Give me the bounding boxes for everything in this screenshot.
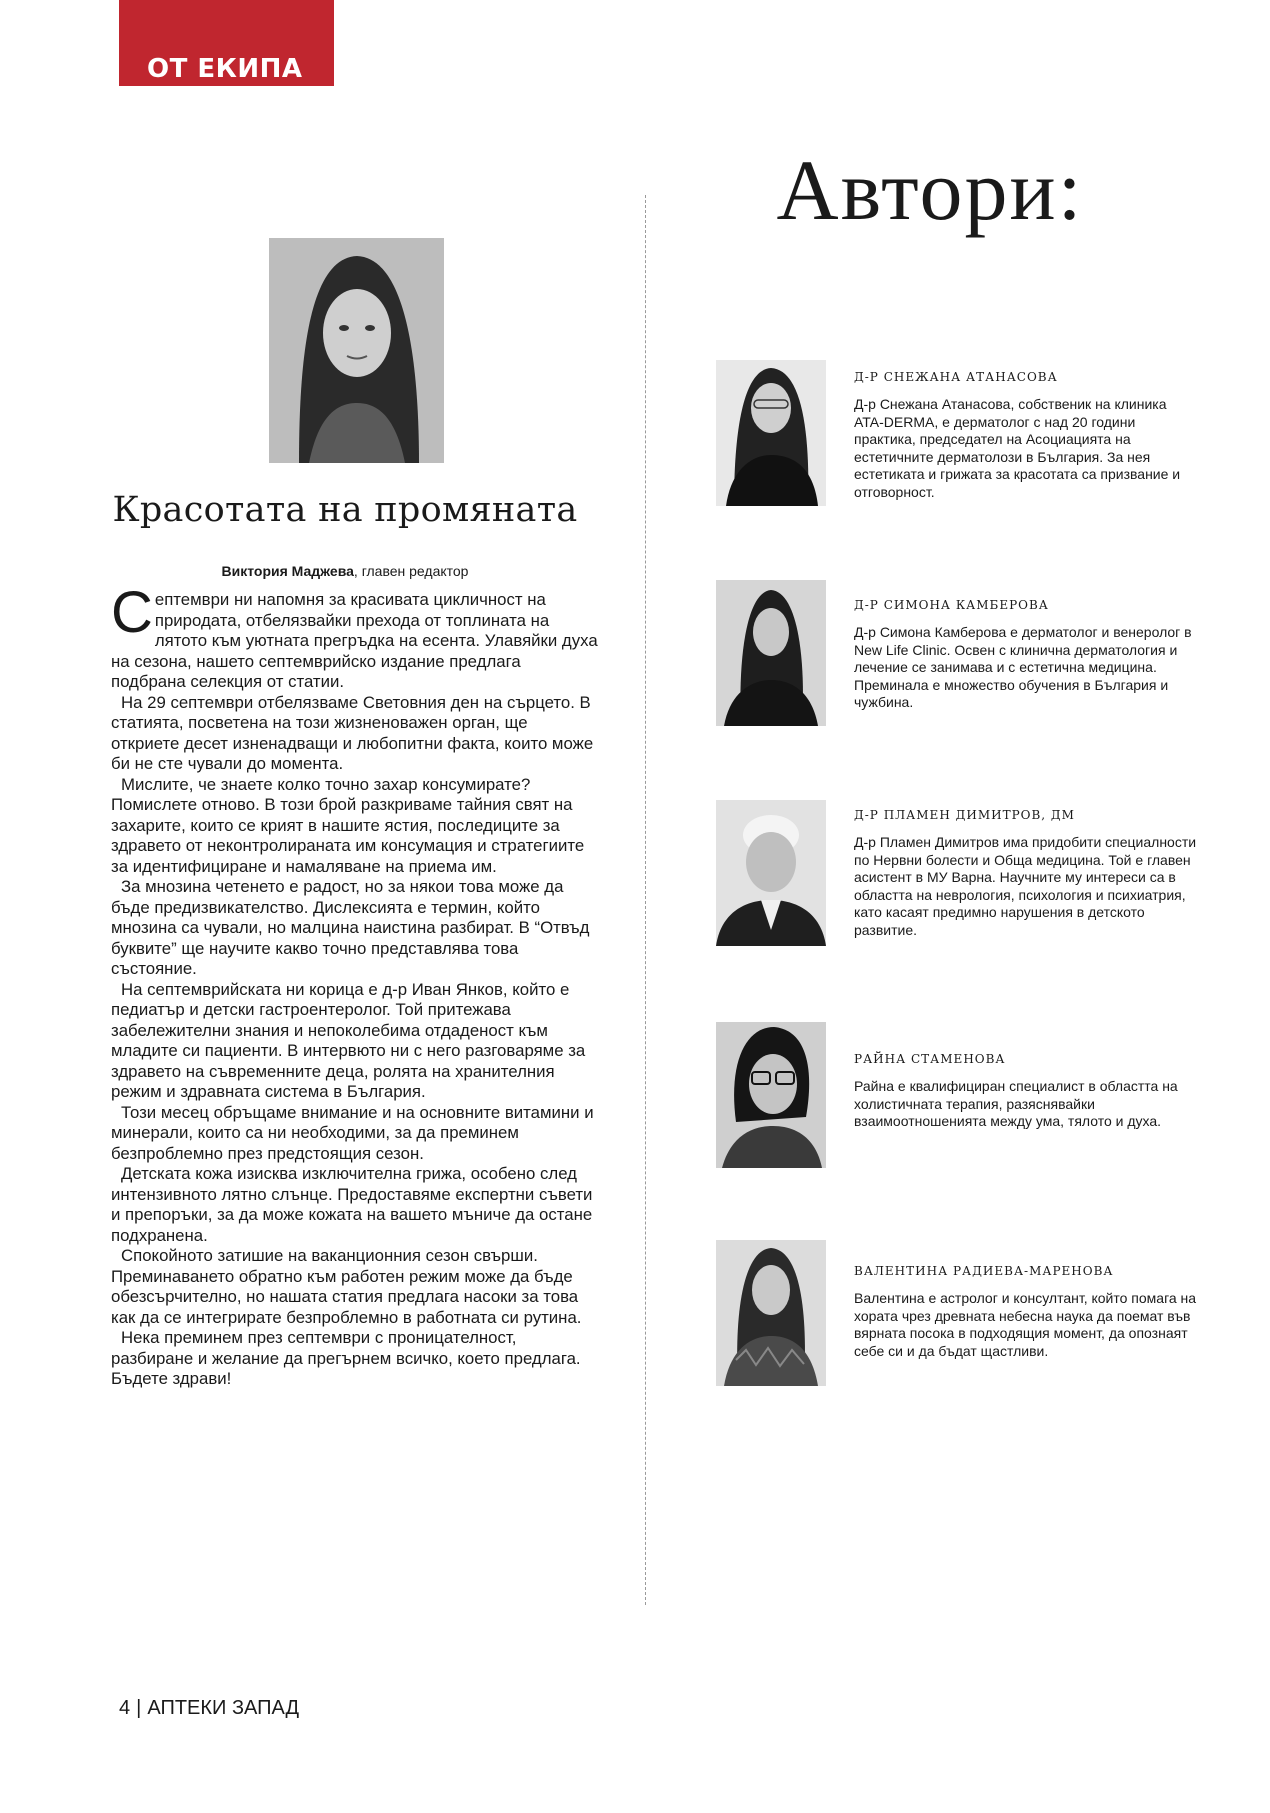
section-tab: [119, 0, 334, 86]
article-byline: [100, 563, 590, 579]
article-paragraph: Септември ни напомня за красивата цикличност на природата, отбелязвайки прехода от топлината на лятото към уютната прегръдка на есента. Улавяйки духа на сезона, нашето септемврийско издание предлага подбрана селекция от статии.: [111, 580, 598, 691]
author-name: Д-Р ПЛАМЕН ДИМИТРОВ, ДМ: [854, 808, 1075, 822]
article-paragraph: За мнозина четенето е радост, но за някои това може да бъде предизвикателство. Дислексията е термин, който мнозина са чували, но малцина наистина разбират. В “Отвъд буквите” ще научите какво точно представлява това състояние.: [111, 877, 590, 978]
byline-role: , главен редактор: [353, 563, 469, 579]
author-name: Д-Р СИМОНА КАМБЕРОВА: [854, 598, 1049, 612]
article-paragraph: Този месец обръщаме внимание и на основните витамини и минерали, които са ни необходими, за да преминем безпроблемно през предстоящия сезон.: [111, 1102, 594, 1163]
article-title: Красотата на промяната: [112, 490, 578, 530]
byline-author: Виктория Маджева: [221, 563, 354, 579]
footer-separator: |: [136, 1697, 142, 1719]
article-paragraph: Детската кожа изисква изключителна грижа, особено след интензивното лятно слънце. Предоставяме експертни съвети и препоръки, за да може кожата на вашето мъниче да остане подхранена.: [111, 1164, 593, 1245]
author-photo: [716, 1240, 826, 1386]
column-divider: [645, 195, 646, 1605]
author-bio: Валентина е астролог и консултант, който помага на хората чрез древната небесна наука да поемат във вярната посока в подходящия момент, да опознаят себе си и да бъдат щастливи.: [854, 1290, 1197, 1359]
author-photo: [716, 580, 826, 726]
article-paragraph: На септемврийската ни корица е д-р Иван Янков, който е педиатър и детски гастроентеролог. Той притежава забележителни знания и непоколебима отдаденост към младите си пациенти. В интервюто ни с него разговаряме за здравето на съвременните деца, ролята на хранителния режим и здравната система в България.: [111, 979, 586, 1101]
author-name: Д-Р СНЕЖАНА АТАНАСОВА: [854, 370, 1058, 384]
author-bio: Райна е квалифициран специалист в областта на холистичната терапия, разяснявайки взаимоотношенията между ума, тялото и духа.: [854, 1078, 1178, 1129]
section-label: ОТ ЕКИПА: [147, 54, 303, 84]
article-paragraph: На 29 септември отбелязваме Световния ден на сърцето. В статията, посветена на този жизненоважен орган, ще откриете десет изненадващи и любопитни факта, които може би не сте чували до момента.: [111, 692, 594, 773]
drop-cap: С: [111, 580, 153, 645]
page-number: 4: [119, 1697, 131, 1719]
author-photo: [716, 1022, 826, 1168]
author-photo: [716, 800, 826, 946]
page-footer: [119, 1697, 299, 1720]
author-name: ВАЛЕНТИНА РАДИЕВА-МАРЕНОВА: [854, 1264, 1114, 1278]
article-body: [111, 580, 599, 1390]
author-bio: Д-р Пламен Димитров има придобити специалности по Нервни болести и Обща медицина. Той е главен асистент в МУ Варна. Научните му интереси са в областта на неврология, психология и психиатрия, като касаят предимно нарушения в детското развитие.: [854, 834, 1197, 938]
editor-portrait: [269, 238, 444, 463]
author-bio: Д-р Снежана Атанасова, собственик на клиника ATA-DERMA, е дерматолог с над 20 години практика, председател на Асоциацията на естетичните дерматолози в България. За нея естетиката и грижата за красотата са призвание и отговорност.: [854, 396, 1181, 500]
author-name: РАЙНА СТАМЕНОВА: [854, 1052, 1006, 1066]
publication-name: АПТЕКИ ЗАПАД: [147, 1697, 300, 1719]
article-paragraph: Спокойното затишие на ваканционния сезон свърши. Преминаването обратно към работен режим може да бъде обезсърчително, но нашата статия предлага насоки за това как да се интегрирате безпроблемно в работната си рутина.: [111, 1246, 582, 1327]
article-paragraph: Нека преминем през септември с проницателност, разбиране и желание да прегърнем всичко, което предлага. Бъдете здрави!: [111, 1328, 581, 1388]
article-paragraph: Мислите, че знаете колко точно захар консумирате? Помислете отново. В този брой разкриваме тайния свят на захарите, които се крият в нашите ястия, последиците за здравето от неконтролираната им консумация и стратегиите за идентифициране и намаляване на приема им.: [111, 774, 585, 876]
author-photo: [716, 360, 826, 506]
author-bio: Д-р Симона Камберова е дерматолог и венеролог в New Life Clinic. Освен с клинична дерматология и лечение се занимава и с естетична медицина. Преминала е множество обучения в България и чужбина.: [854, 624, 1192, 710]
authors-heading: Автори:: [776, 142, 1084, 238]
